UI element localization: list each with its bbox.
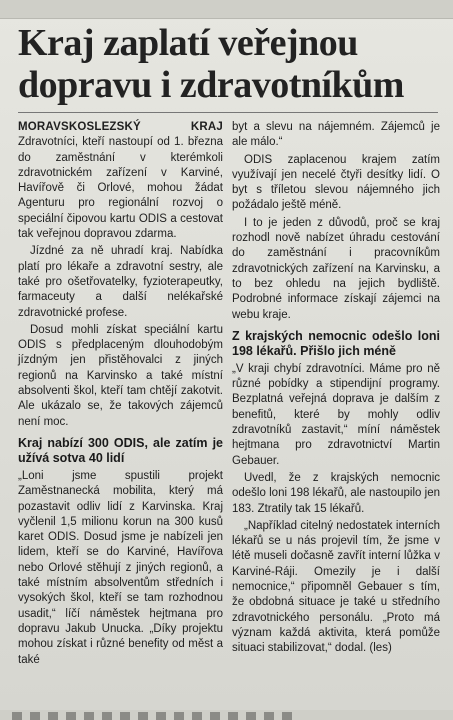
lead-text: Zdravotníci, kteří nastoupí od 1. března do zaměstnání v kterémkoli zdravotnickém zařízení v Karviné, Havířově či Orlové, mohou žádat Agenturu pro regionální rozvoj o speciální čipovou kartu ODIS a cestovat tak veřejnou dopravou zdarma.	[18, 136, 223, 241]
paragraph: „V kraji chybí zdravotníci. Máme pro ně různé pobídky a stipendijní programy. Bezplatná veřejná doprava je dalším z benefitů, které by mohly odliv zdravotníků zastavit,“ míní náměstek hejtmana pro zdravotnictví Martin Gebauer.	[232, 362, 440, 467]
subheading: Z krajských nemocnic odešlo loni 198 lékařů. Přišlo jich méně	[232, 328, 440, 358]
subheading: Kraj nabízí 300 ODIS, ale zatím je užívá sotva 40 lidí	[18, 435, 223, 465]
lead-paragraph	[18, 120, 223, 242]
headline-rule	[18, 112, 438, 113]
article-column-right	[232, 120, 440, 659]
paragraph: I to je jeden z důvodů, proč se kraj rozhodl nově nabízet úhradu cestování do zaměstnání i pracovníkům zdravotnických zařízení na Karvinsku, a to bez ohledu na jejich bydliště. Podrobné informace získají zájemci na webu kraje.	[232, 216, 440, 321]
paragraph: Uvedl, že z krajských nemocnic odešlo loni 198 lékařů, ale nastoupilo jen 183. Ztratily tak 15 lékařů.	[232, 471, 440, 515]
article-column-left	[18, 120, 223, 670]
paragraph: ODIS zaplacenou krajem zatím využívají jen necelé čtyři desítky lidí. O byt s tříletou slevou nájemného jich požádalo ještě méně.	[232, 153, 440, 212]
dateline: MORAVSKOSLEZSKÝ KRAJ	[18, 121, 223, 133]
paragraph: Dosud mohli získat speciální kartu ODIS s předplaceným dlouhodobým jízdným jen přistěhovalci z jiných regionů na Karvinsko a také místní absolventi škol, kteří tam chtějí zakotvit. Ale ukázalo se, že takových zájemců není moc.	[18, 323, 223, 428]
paragraph: „Například citelný nedostatek interních lékařů se u nás projevil tím, že jsme v létě museli dočasně zavřít interní lůžka v Karviné-Ráji. Omezily je i další nemocnice,“ připomněl Gebauer s tím, že obdobná situace je také u středního zdravotnického personálu. „Proto má význam každá aktivita, která pomůže situaci stabilizovat,“ dodal. (les)	[232, 519, 440, 655]
paragraph: byt a slevu na nájemném. Zájemců je ale málo.“	[232, 121, 440, 149]
top-strip	[0, 0, 453, 19]
paragraph: Jízdné za ně uhradí kraj. Nabídka platí pro lékaře a zdravotní sestry, ale také pro ošetřovatelky, fyzioterapeutky, farmaceuty a další nelékařské zdravotnické profese.	[18, 245, 223, 319]
paragraph: „Loni jsme spustili projekt Zaměstnanecká mobilita, který má pozastavit odliv lidí z Karvinska. Kraj vyčlenil 1,5 milionu korun na 300 kusů karet ODIS. Dosud jsme je nabízeli jen lidem, kteří se do Karviné, Havířova nebo Orlové stěhují z jiných regionů, a také místním absolventům středních i vysokých škol, kteří se tam rozhodnou usadit,“ líčí náměstek hejtmana pro dopravu Jakub Unucka. „Díky projektu mohou získat i různé benefity od měst a také	[18, 469, 223, 666]
headline: Kraj zaplatí veřejnou dopravu i zdravotníkům	[18, 22, 404, 106]
bottom-strip	[0, 710, 453, 720]
